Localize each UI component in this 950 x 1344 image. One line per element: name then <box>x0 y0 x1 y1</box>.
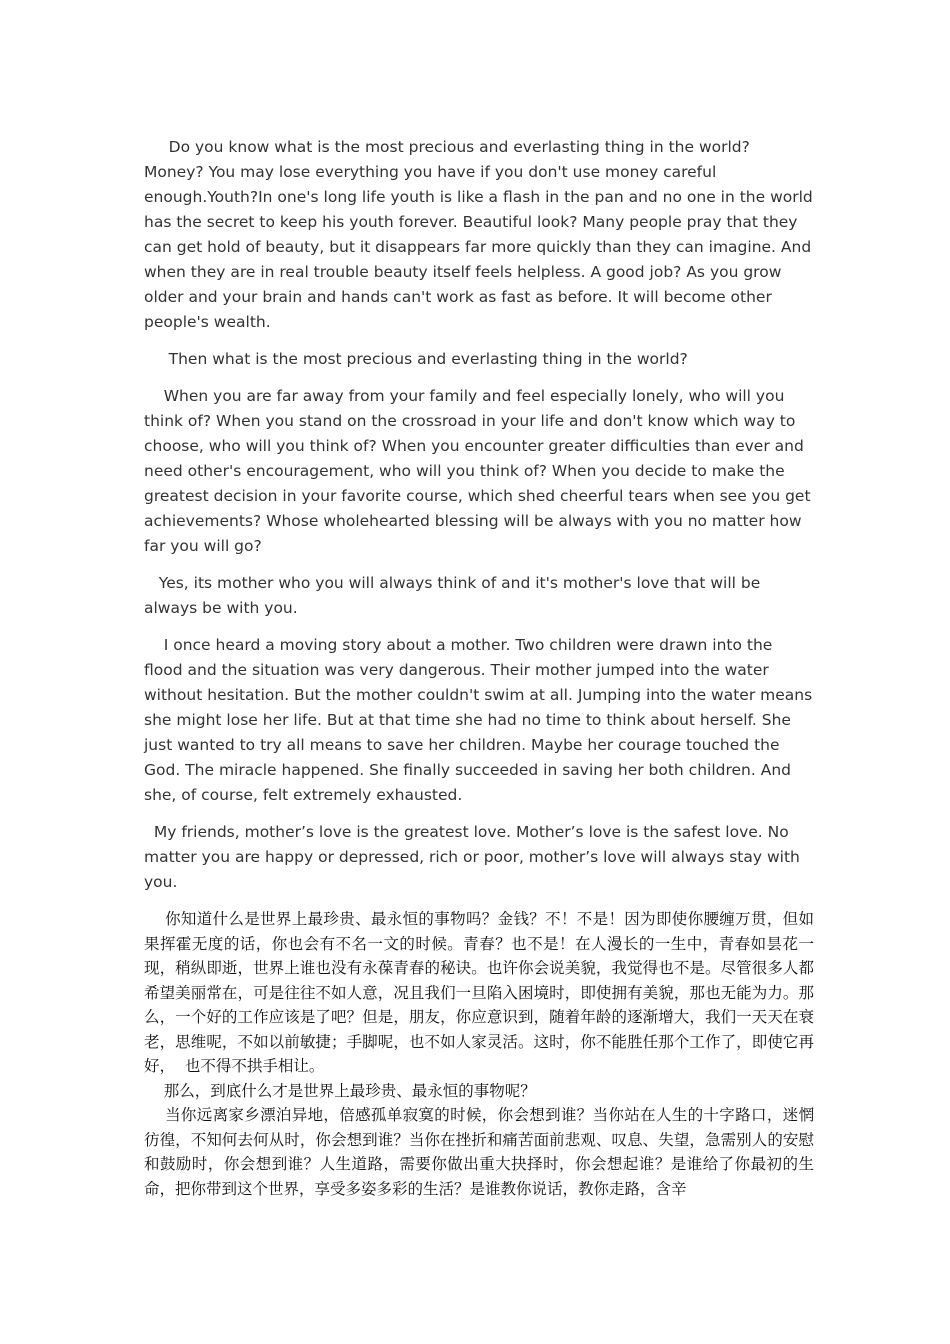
chinese-paragraph-2: 那么，到底什么才是世界上最珍贵、最永恒的事物呢？ <box>144 1081 536 1100</box>
chinese-paragraph-3: 当你远离家乡漂泊异地，倍感孤单寂寞的时候，你会想到谁？当你站在人生的十字路口，迷惘彷徨，不知何去何从时，你会想到谁？当你在挫折和痛苦面前悲观、叹息、失望，急需别人的安慰和鼓励时，你会想到谁？人生道路，需要你做出重大抉择时，你会想起谁？是谁给了你最初的生命，把你带到这个世界，享受多姿多彩的生活？是谁教你说话，教你走路，含辛 <box>144 1106 814 1198</box>
document-page <box>144 135 818 1201</box>
english-paragraph-3: When you are far away from your family and feel especially lonely, who will you think of? When you stand on the crossroad in your life and don't know which way to choose, who will you think of? When you encounter greater difficulties than ever and need other's encouragement, who will you think of? When you decide to make the greatest decision in your favorite course, which shed cheerful tears when see you get achievements? Whose wholehearted blessing will be always with you no matter how far you will go? <box>144 387 816 555</box>
english-paragraph-4: Yes, its mother who you will always think of and it's mother's love that will be always be with you. <box>144 574 766 617</box>
english-paragraph-2: Then what is the most precious and everlasting thing in the world? <box>144 350 688 368</box>
english-paragraph-5: I once heard a moving story about a mother. Two children were drawn into the flood and the situation was very dangerous. Their mother jumped into the water without hesitation. But the mother couldn't swim at all. Jumping into the water means she might lose her life. But at that time she had no time to think about herself. She just wanted to try all means to save her children. Maybe her courage touched the God. The miracle happened. She finally succeeded in saving her both children. And she, of course, felt extremely exhausted. <box>144 636 818 804</box>
chinese-section <box>144 907 814 1201</box>
chinese-paragraph-1: 你知道什么是世界上最珍贵、最永恒的事物吗？金钱？不！不是！因为即使你腰缠万贯，但如果挥霍无度的话，你也会有不名一文的时候。青春？也不是！在人漫长的一生中，青春如昙花一现，稍纵即逝，世界上谁也没有永葆青春的秘诀。也许你会说美貌，我觉得也不是。尽管很多人都希望美丽常在，可是往往不如人意，况且我们一旦陷入困境时，即使拥有美貌，那也无能为力。那么，一个好的工作应该是了吧？但是，朋友，你应意识到，随着年龄的逐渐增大，我们一天天在衰老，思维呢，不如以前敏捷；手脚呢，也不如人家灵活。这时，你不能胜任那个工作了，即使它再好， 也不得不拱手相让。 <box>144 910 814 1075</box>
english-paragraph-6: My friends, mother’s love is the greatest love. Mother’s love is the safest love. No matter you are happy or depressed, rich or poor, mother’s love will always stay with you. <box>144 823 805 891</box>
english-paragraph-1: Do you know what is the most precious and everlasting thing in the world? Money? You may lose everything you have if you don't use money careful enough.Youth?In one's long life youth is like a flash in the pan and no one in the world has the secret to keep his youth forever. Beautiful look? Many people pray that they can get hold of beauty, but it disappears far more quickly than they can imagine. And when they are in real trouble beauty itself feels helpless. A good job? As you grow older and your brain and hands can't work as fast as before. It will become other people's wealth. <box>144 138 818 331</box>
